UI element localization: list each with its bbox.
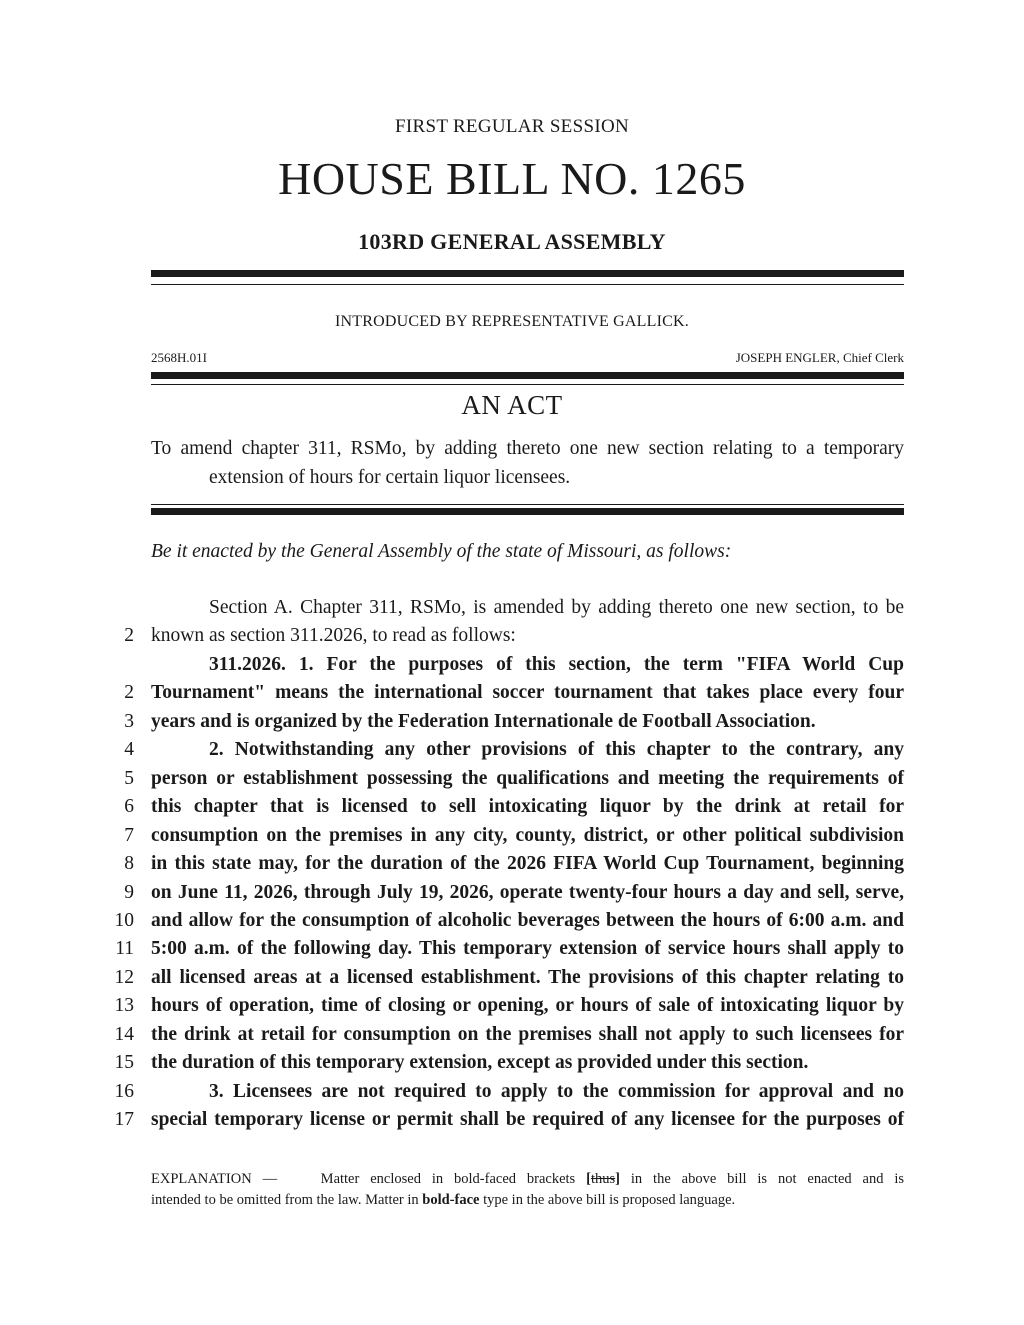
- bold-face-example: bold-face: [422, 1192, 480, 1208]
- line-text: 311.2026. 1. For the purposes of this section, the term "FIFA World Cup: [209, 653, 904, 675]
- assembly-label: 103RD GENERAL ASSEMBLY: [358, 229, 666, 254]
- bill-line: [0, 654, 1024, 682]
- bracket-close: ]: [615, 1171, 620, 1187]
- line-number: 14: [114, 1023, 134, 1045]
- bill-line: [0, 825, 1024, 853]
- line-number: 15: [114, 1052, 134, 1074]
- struck-example: thus: [590, 1171, 616, 1187]
- enacting-clause: Be it enacted by the General Assembly of the state of Missouri, as follows:: [151, 541, 732, 562]
- line-text: in this state may, for the duration of the 2026 FIFA World Cup Tournament, beginning: [151, 853, 904, 875]
- line-number: 3: [124, 710, 134, 732]
- bill-line: [0, 882, 1024, 910]
- line-number: 10: [114, 909, 134, 931]
- line-number: 2: [124, 625, 134, 647]
- bill-code: 2568H.01I: [151, 350, 207, 365]
- explanation-line: [151, 1169, 904, 1190]
- bill-line: [0, 768, 1024, 796]
- bill-line: [0, 910, 1024, 938]
- chief-clerk: JOSEPH ENGLER, Chief Clerk: [735, 350, 904, 365]
- bill-line: [0, 739, 1024, 767]
- bill-line: [0, 625, 1024, 653]
- line-text: person or establishment possessing the qualifications and meeting the requirements of: [151, 767, 904, 789]
- line-text: this chapter that is licensed to sell intoxicating liquor by the drink at retail for: [151, 796, 904, 818]
- explanation-text: Matter enclosed in bold-faced brackets: [320, 1171, 576, 1187]
- bill-line: [0, 597, 1024, 625]
- line-text: the duration of this temporary extension, except as provided under this section.: [151, 1052, 809, 1074]
- line-text: hours of operation, time of closing or opening, or hours of sale of intoxicating liquor by: [151, 995, 904, 1017]
- line-text: and allow for the consumption of alcoholic beverages between the hours of 6:00 a.m. and: [151, 909, 904, 931]
- thin-rule: [151, 384, 904, 385]
- line-text: consumption on the premises in any city, county, district, or other political subdivision: [151, 824, 904, 846]
- bill-title: HOUSE BILL NO. 1265: [278, 153, 746, 204]
- bill-line: [0, 967, 1024, 995]
- act-title-line: To amend chapter 311, RSMo, by adding thereto one new section relating to a temporary: [151, 438, 904, 459]
- explanation-label: EXPLANATION: [151, 1171, 252, 1187]
- explanation-line: [151, 1192, 735, 1208]
- explanation-text: type in the above bill is proposed language.: [483, 1192, 736, 1208]
- line-number: 4: [124, 739, 134, 761]
- line-number: 12: [114, 966, 134, 988]
- act-title-line: extension of hours for certain liquor licensees.: [209, 467, 571, 488]
- line-number: 17: [114, 1109, 134, 1131]
- line-number: 6: [124, 796, 134, 818]
- line-number: 9: [124, 881, 134, 903]
- bill-line: [0, 796, 1024, 824]
- line-text: all licensed areas at a licensed establishment. The provisions of this chapter relating to: [151, 966, 904, 988]
- line-text: 5:00 a.m. of the following day. This temporary extension of service hours shall apply to: [151, 938, 904, 960]
- line-text: Tournament" means the international soccer tournament that takes place every four: [151, 682, 904, 704]
- explanation-dash: —: [262, 1171, 278, 1187]
- line-text: years and is organized by the Federation Internationale de Football Association.: [151, 710, 816, 732]
- explanation-text: intended to be omitted from the law. Matter in: [151, 1192, 419, 1208]
- act-title: [151, 434, 904, 492]
- line-text: on June 11, 2026, through July 19, 2026, operate twenty-four hours a day and sell, serve,: [151, 881, 904, 903]
- line-number: 16: [114, 1080, 134, 1102]
- line-number: 2: [124, 682, 134, 704]
- bill-line: [0, 682, 1024, 710]
- thick-rule: [151, 508, 904, 515]
- line-number: 11: [115, 938, 134, 960]
- line-text: 2. Notwithstanding any other provisions of this chapter to the contrary, any: [209, 739, 904, 761]
- thick-rule: [151, 372, 904, 379]
- act-heading: AN ACT: [461, 390, 563, 420]
- thin-rule: [151, 284, 904, 285]
- bracket-open: [: [586, 1171, 591, 1187]
- explanation-text: in the above bill is not enacted and is: [630, 1171, 905, 1187]
- bill-line: [0, 853, 1024, 881]
- explanation-footnote: [151, 1169, 904, 1211]
- bill-line: [0, 1081, 1024, 1109]
- bill-line: [0, 1052, 1024, 1080]
- bill-line: [0, 1024, 1024, 1052]
- line-number: 7: [124, 824, 134, 846]
- bill-line: [0, 711, 1024, 739]
- bill-line: [0, 938, 1024, 966]
- line-text: 3. Licensees are not required to apply to the commission for approval and no: [209, 1080, 904, 1102]
- introduced-by: INTRODUCED BY REPRESENTATIVE GALLICK.: [335, 313, 689, 330]
- thin-rule: [151, 504, 904, 505]
- bill-line: [0, 1109, 1024, 1137]
- session-label: FIRST REGULAR SESSION: [395, 116, 629, 137]
- line-text: known as section 311.2026, to read as follows:: [151, 625, 516, 647]
- line-text: Section A. Chapter 311, RSMo, is amended by adding thereto one new section, to be: [209, 597, 904, 618]
- line-text: special temporary license or permit shall be required of any licensee for the purposes of: [151, 1109, 904, 1131]
- bill-line: [0, 995, 1024, 1023]
- thick-rule: [151, 270, 904, 277]
- line-number: 8: [124, 853, 134, 875]
- line-text: the drink at retail for consumption on the premises shall not apply to such licensees for: [151, 1023, 904, 1045]
- line-number: 13: [114, 995, 134, 1017]
- line-number: 5: [124, 767, 134, 789]
